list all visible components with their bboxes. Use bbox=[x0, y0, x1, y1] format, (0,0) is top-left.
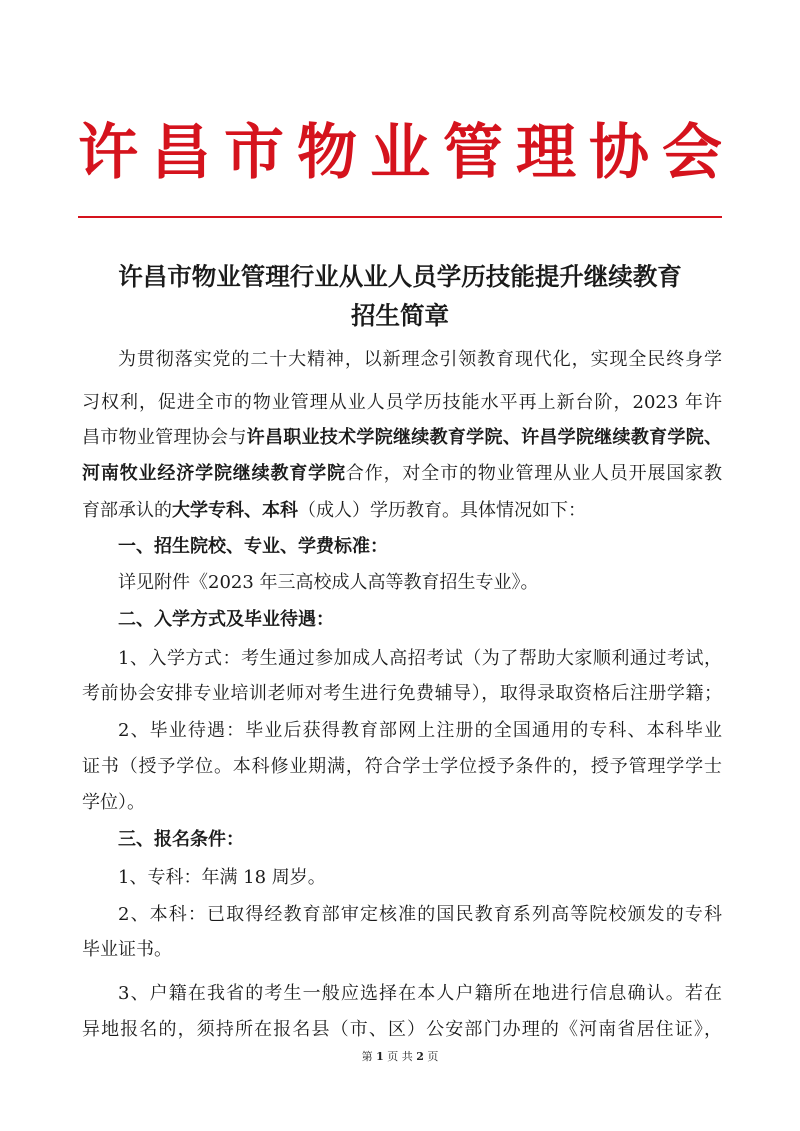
condition-item: 3、户籍在我省的考生一般应选择在本人户籍所在地进行信息确认。若在 bbox=[118, 983, 722, 1004]
header-divider bbox=[78, 216, 722, 218]
section-text: 2、毕业待遇：毕业后获得教育部网上注册的全国通用的专科、本科毕业 bbox=[118, 720, 722, 741]
section-text: 学位）。 bbox=[82, 792, 145, 813]
masthead-char: 业 bbox=[370, 118, 430, 188]
condition-item: 异地报名的，须持所在报名县（市、区）公安部门办理的《河南省居住证》， bbox=[82, 1019, 722, 1040]
intro-text: 昌市物业管理协会与 bbox=[82, 427, 247, 448]
org-masthead bbox=[78, 118, 722, 188]
total-pages-number: 2 bbox=[416, 1050, 424, 1063]
degree-levels: 大学专科、本科 bbox=[172, 500, 298, 521]
document-title-line-2: 招生简章 bbox=[351, 301, 449, 330]
footer-text: 页 共 bbox=[387, 1050, 413, 1063]
section-heading: 一、招生院校、专业、学费标准： bbox=[118, 536, 388, 557]
masthead-char: 协 bbox=[589, 118, 649, 188]
intro-text: 育部承认的 bbox=[82, 500, 172, 521]
condition-item: 毕业证书。 bbox=[82, 939, 172, 960]
footer-text: 页 bbox=[427, 1050, 439, 1063]
footer-text: 第 bbox=[361, 1050, 373, 1063]
masthead-char: 会 bbox=[662, 118, 722, 188]
section-heading: 二、入学方式及毕业待遇： bbox=[118, 609, 334, 630]
section-heading: 三、报名条件： bbox=[118, 829, 244, 850]
condition-item: 1、专科：年满 18 周岁。 bbox=[118, 867, 326, 888]
section-text: 证书（授予学位。本科修业期满，符合学士学位授予条件的，授予管理学学士 bbox=[82, 756, 722, 777]
intro-line: 习权利，促进全市的物业管理从业人员学历技能水平再上新台阶，2023 年许 bbox=[82, 392, 722, 413]
intro-line bbox=[82, 497, 722, 525]
current-page-number: 1 bbox=[376, 1050, 384, 1063]
section-text: 考前协会安排专业培训老师对考生进行免费辅导），取得录取资格后注册学籍； bbox=[82, 683, 722, 704]
intro-text: （成人）学历教育。具体情况如下： bbox=[298, 500, 586, 521]
masthead-char: 许 bbox=[78, 118, 138, 188]
partner-college: 河南牧业经济学院继续教育学院 bbox=[82, 463, 346, 484]
section-text: 详见附件《2023 年三高校成人高等教育招生专业》。 bbox=[118, 572, 539, 593]
condition-item: 2、本科：已取得经教育部审定核准的国民教育系列高等院校颁发的专科 bbox=[118, 904, 722, 925]
intro-line bbox=[82, 424, 722, 452]
masthead-char: 市 bbox=[224, 118, 284, 188]
intro-text: 合作，对全市的物业管理从业人员开展国家教 bbox=[345, 463, 723, 484]
document-title-line-1: 许昌市物业管理行业从业人员学历技能提升继续教育 bbox=[118, 262, 682, 291]
section-text: 1、入学方式：考生通过参加成人高招考试（为了帮助大家顺利通过考试， bbox=[118, 648, 722, 669]
masthead-char: 昌 bbox=[151, 118, 211, 188]
masthead-char: 理 bbox=[516, 118, 576, 188]
intro-line bbox=[82, 460, 722, 488]
masthead-char: 管 bbox=[443, 118, 503, 188]
partner-colleges: 许昌职业技术学院继续教育学院、许昌学院继续教育学院、 bbox=[246, 427, 723, 448]
intro-line: 为贯彻落实党的二十大精神，以新理念引领教育现代化，实现全民终身学 bbox=[118, 349, 722, 370]
masthead-char: 物 bbox=[297, 118, 357, 188]
page-footer bbox=[0, 1050, 800, 1064]
